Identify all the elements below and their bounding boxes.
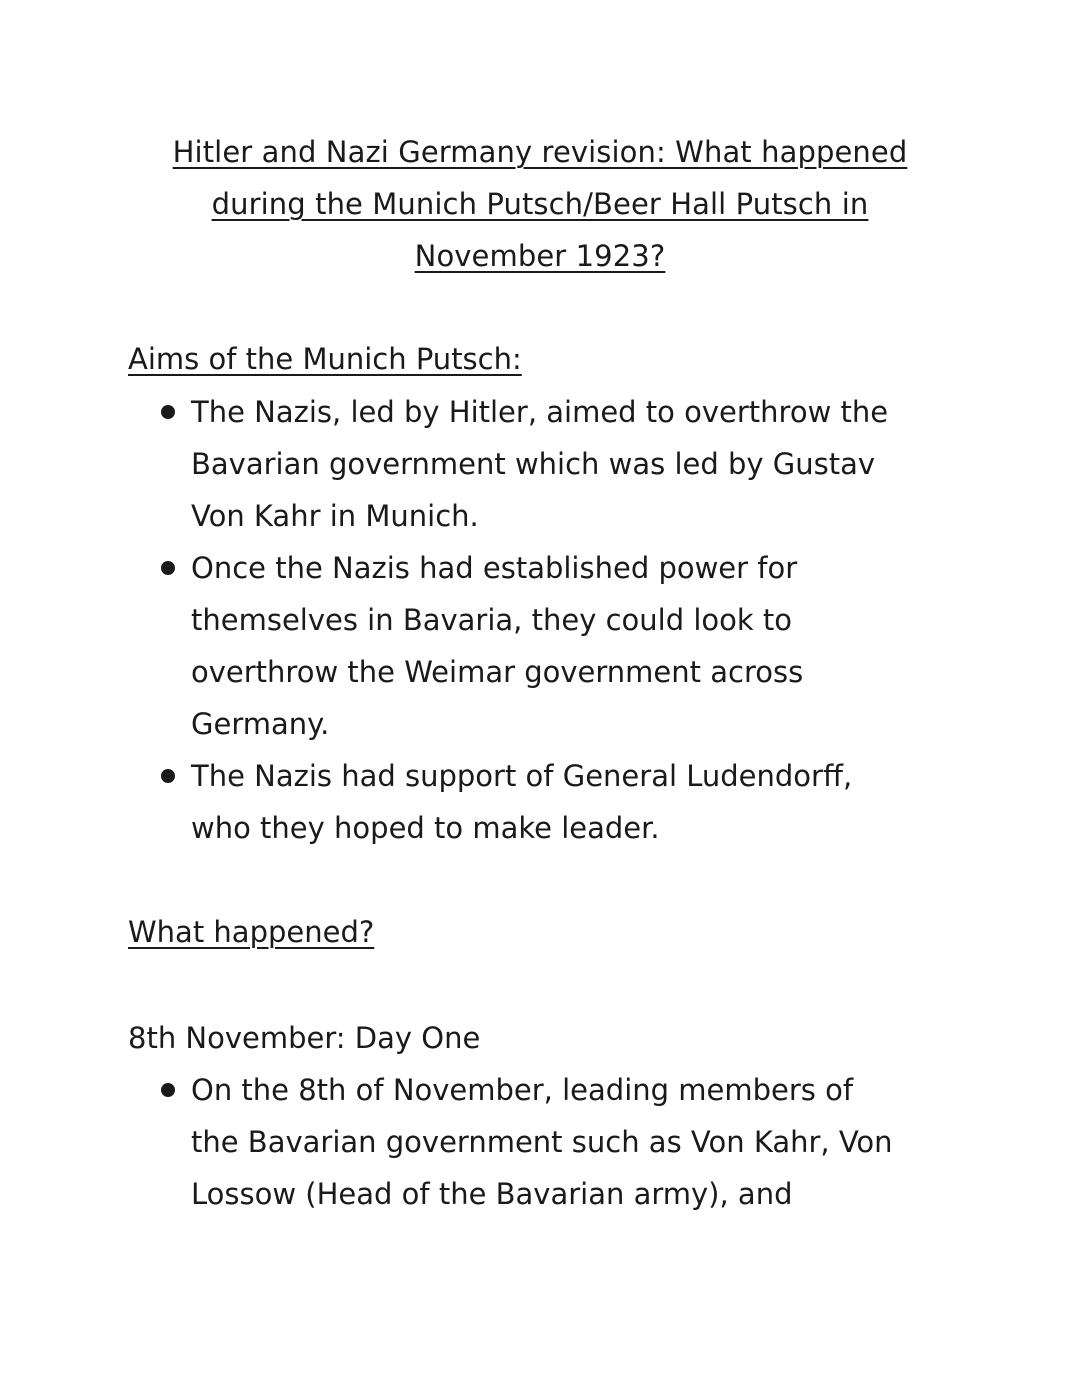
day-one-heading: 8th November: Day One xyxy=(128,1021,481,1055)
title-line xyxy=(0,230,1080,282)
aims-bullet-item xyxy=(160,750,960,854)
day-one-bullet-list xyxy=(160,1064,960,1220)
title-line-text: Hitler and Nazi Germany revision: What happened xyxy=(172,135,908,169)
bullet-point-icon xyxy=(161,405,175,419)
aims-bullet-item xyxy=(160,542,960,750)
bullet-text-line: On the 8th of November, leading members of xyxy=(191,1073,854,1107)
bullet-text-line: Von Kahr in Munich. xyxy=(191,499,479,533)
title-line xyxy=(0,178,1080,230)
bullet-text-line: Germany. xyxy=(191,707,330,741)
bullet-text-line: The Nazis had support of General Ludendorff, xyxy=(191,759,853,793)
bullet-point-icon xyxy=(161,769,175,783)
title-line-text: during the Munich Putsch/Beer Hall Putsch in xyxy=(211,187,869,221)
aims-bullet-item xyxy=(160,386,960,542)
title-line xyxy=(0,126,1080,178)
aims-bullet-list xyxy=(160,386,960,854)
bullet-point-icon xyxy=(161,1083,175,1097)
bullet-text-line: who they hoped to make leader. xyxy=(191,811,660,845)
bullet-text-line: Lossow (Head of the Bavarian army), and xyxy=(191,1177,793,1211)
day-one-bullet-item xyxy=(160,1064,960,1220)
title-line-text: November 1923? xyxy=(414,239,666,273)
bullet-text-line: overthrow the Weimar government across xyxy=(191,655,804,689)
bullet-text-line: Bavarian government which was led by Gustav xyxy=(191,447,876,481)
bullet-point-icon xyxy=(161,561,175,575)
bullet-text-line: Once the Nazis had established power for xyxy=(191,551,798,585)
aims-heading: Aims of the Munich Putsch: xyxy=(128,342,522,376)
what-happened-heading: What happened? xyxy=(128,915,375,949)
bullet-text-line: the Bavarian government such as Von Kahr, Von xyxy=(191,1125,893,1159)
bullet-text-line: themselves in Bavaria, they could look to xyxy=(191,603,793,637)
bullet-text-line: The Nazis, led by Hitler, aimed to overthrow the xyxy=(191,395,889,429)
document-title xyxy=(0,126,1080,282)
